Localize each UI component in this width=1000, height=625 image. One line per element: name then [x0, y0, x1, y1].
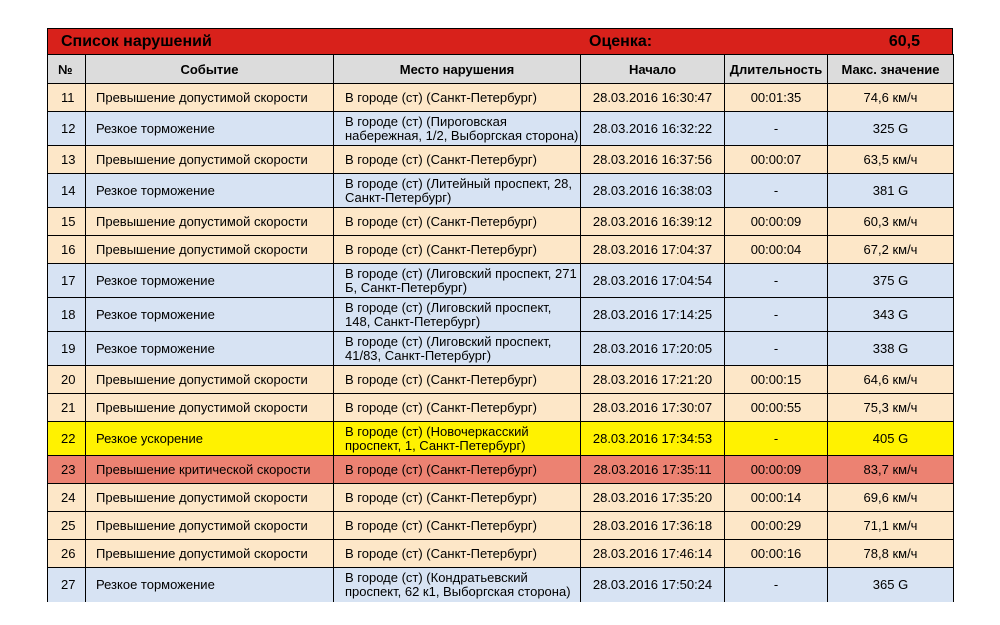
- cell-duration: -: [725, 112, 828, 146]
- violations-report: [47, 28, 953, 602]
- column-header-event[interactable]: Событие: [86, 55, 334, 84]
- cell-duration: 00:00:16: [725, 540, 828, 568]
- cell-max-value: 325 G: [828, 112, 954, 146]
- table-row[interactable]: [48, 112, 954, 146]
- cell-number: 14: [48, 174, 86, 208]
- cell-place: В городе (ст) (Литейный проспект, 28, Санкт-Петербург): [334, 174, 581, 208]
- table-row[interactable]: [48, 84, 954, 112]
- cell-place: В городе (ст) (Санкт-Петербург): [334, 484, 581, 512]
- cell-number: 27: [48, 568, 86, 602]
- table-row[interactable]: [48, 146, 954, 174]
- cell-start: 28.03.2016 16:30:47: [581, 84, 725, 112]
- cell-number: 21: [48, 394, 86, 422]
- cell-event: Превышение допустимой скорости: [86, 540, 334, 568]
- cell-duration: 00:00:15: [725, 366, 828, 394]
- cell-number: 26: [48, 540, 86, 568]
- table-row[interactable]: [48, 540, 954, 568]
- report-title: Список нарушений: [61, 33, 212, 50]
- cell-event: Превышение допустимой скорости: [86, 146, 334, 174]
- cell-event: Резкое торможение: [86, 298, 334, 332]
- cell-event: Резкое торможение: [86, 568, 334, 602]
- score-label: Оценка:: [589, 33, 653, 50]
- cell-duration: 00:00:07: [725, 146, 828, 174]
- cell-max-value: 60,3 км/ч: [828, 208, 954, 236]
- table-row[interactable]: [48, 298, 954, 332]
- cell-place: В городе (ст) (Санкт-Петербург): [334, 366, 581, 394]
- cell-start: 28.03.2016 16:39:12: [581, 208, 725, 236]
- cell-number: 25: [48, 512, 86, 540]
- cell-place: В городе (ст) (Кондратьевский проспект, 62 к1, Выборгская сторона): [334, 568, 581, 602]
- cell-event: Превышение допустимой скорости: [86, 512, 334, 540]
- cell-number: 20: [48, 366, 86, 394]
- cell-event: Превышение допустимой скорости: [86, 84, 334, 112]
- cell-max-value: 74,6 км/ч: [828, 84, 954, 112]
- cell-max-value: 83,7 км/ч: [828, 456, 954, 484]
- cell-number: 11: [48, 84, 86, 112]
- cell-place: В городе (ст) (Санкт-Петербург): [334, 236, 581, 264]
- table-row[interactable]: [48, 174, 954, 208]
- table-row[interactable]: [48, 366, 954, 394]
- cell-max-value: 69,6 км/ч: [828, 484, 954, 512]
- cell-place: В городе (ст) (Лиговский проспект, 271 Б, Санкт-Петербург): [334, 264, 581, 298]
- cell-start: 28.03.2016 17:50:24: [581, 568, 725, 602]
- cell-place: В городе (ст) (Новочеркасский проспект, 1, Санкт-Петербург): [334, 422, 581, 456]
- cell-start: 28.03.2016 17:35:11: [581, 456, 725, 484]
- cell-duration: 00:01:35: [725, 84, 828, 112]
- report-title-bar: [47, 28, 953, 54]
- cell-duration: -: [725, 174, 828, 208]
- cell-duration: -: [725, 568, 828, 602]
- cell-duration: 00:00:14: [725, 484, 828, 512]
- column-header-max-value[interactable]: Макс. значение: [828, 55, 954, 84]
- cell-number: 12: [48, 112, 86, 146]
- cell-duration: 00:00:09: [725, 208, 828, 236]
- cell-place: В городе (ст) (Санкт-Петербург): [334, 512, 581, 540]
- cell-start: 28.03.2016 17:04:54: [581, 264, 725, 298]
- table-row[interactable]: [48, 512, 954, 540]
- cell-event: Резкое ускорение: [86, 422, 334, 456]
- cell-event: Превышение критической скорости: [86, 456, 334, 484]
- score-value: 60,5: [888, 33, 920, 50]
- cell-max-value: 78,8 км/ч: [828, 540, 954, 568]
- cell-event: Превышение допустимой скорости: [86, 236, 334, 264]
- cell-max-value: 67,2 км/ч: [828, 236, 954, 264]
- cell-max-value: 405 G: [828, 422, 954, 456]
- cell-max-value: 381 G: [828, 174, 954, 208]
- cell-start: 28.03.2016 16:32:22: [581, 112, 725, 146]
- cell-duration: -: [725, 264, 828, 298]
- cell-start: 28.03.2016 17:34:53: [581, 422, 725, 456]
- cell-duration: 00:00:04: [725, 236, 828, 264]
- cell-place: В городе (ст) (Санкт-Петербург): [334, 394, 581, 422]
- table-row[interactable]: [48, 456, 954, 484]
- table-body: [48, 84, 954, 602]
- cell-start: 28.03.2016 17:04:37: [581, 236, 725, 264]
- table-row[interactable]: [48, 264, 954, 298]
- cell-max-value: 71,1 км/ч: [828, 512, 954, 540]
- table-row[interactable]: [48, 208, 954, 236]
- cell-duration: -: [725, 332, 828, 366]
- cell-duration: -: [725, 298, 828, 332]
- cell-place: В городе (ст) (Лиговский проспект, 41/83, Санкт-Петербург): [334, 332, 581, 366]
- cell-event: Резкое торможение: [86, 174, 334, 208]
- cell-place: В городе (ст) (Санкт-Петербург): [334, 540, 581, 568]
- cell-place: В городе (ст) (Пироговская набережная, 1/2, Выборгская сторона): [334, 112, 581, 146]
- cell-max-value: 75,3 км/ч: [828, 394, 954, 422]
- cell-number: 13: [48, 146, 86, 174]
- cell-duration: 00:00:09: [725, 456, 828, 484]
- cell-event: Превышение допустимой скорости: [86, 208, 334, 236]
- cell-event: Превышение допустимой скорости: [86, 394, 334, 422]
- cell-event: Резкое торможение: [86, 264, 334, 298]
- cell-event: Резкое торможение: [86, 332, 334, 366]
- cell-start: 28.03.2016 17:36:18: [581, 512, 725, 540]
- column-header-duration[interactable]: Длительность: [725, 55, 828, 84]
- cell-max-value: 375 G: [828, 264, 954, 298]
- cell-start: 28.03.2016 17:30:07: [581, 394, 725, 422]
- cell-number: 24: [48, 484, 86, 512]
- cell-start: 28.03.2016 17:35:20: [581, 484, 725, 512]
- cell-start: 28.03.2016 17:21:20: [581, 366, 725, 394]
- column-header-number[interactable]: №: [48, 55, 86, 84]
- cell-event: Резкое торможение: [86, 112, 334, 146]
- column-header-start[interactable]: Начало: [581, 55, 725, 84]
- cell-max-value: 63,5 км/ч: [828, 146, 954, 174]
- cell-duration: 00:00:29: [725, 512, 828, 540]
- cell-number: 15: [48, 208, 86, 236]
- table-row[interactable]: [48, 422, 954, 456]
- cell-event: Превышение допустимой скорости: [86, 366, 334, 394]
- table-row[interactable]: [48, 484, 954, 512]
- cell-number: 23: [48, 456, 86, 484]
- cell-number: 16: [48, 236, 86, 264]
- cell-start: 28.03.2016 17:20:05: [581, 332, 725, 366]
- cell-number: 18: [48, 298, 86, 332]
- cell-max-value: 365 G: [828, 568, 954, 602]
- cell-place: В городе (ст) (Санкт-Петербург): [334, 208, 581, 236]
- cell-start: 28.03.2016 16:38:03: [581, 174, 725, 208]
- column-header-place[interactable]: Место нарушения: [334, 55, 581, 84]
- cell-place: В городе (ст) (Лиговский проспект, 148, Санкт-Петербург): [334, 298, 581, 332]
- cell-duration: 00:00:55: [725, 394, 828, 422]
- cell-number: 19: [48, 332, 86, 366]
- cell-max-value: 338 G: [828, 332, 954, 366]
- cell-event: Превышение допустимой скорости: [86, 484, 334, 512]
- cell-start: 28.03.2016 17:14:25: [581, 298, 725, 332]
- cell-start: 28.03.2016 17:46:14: [581, 540, 725, 568]
- table-row[interactable]: [48, 332, 954, 366]
- table-header-row: [48, 55, 954, 84]
- table-row[interactable]: [48, 568, 954, 602]
- cell-max-value: 64,6 км/ч: [828, 366, 954, 394]
- table-row[interactable]: [48, 394, 954, 422]
- table-row[interactable]: [48, 236, 954, 264]
- cell-number: 17: [48, 264, 86, 298]
- cell-place: В городе (ст) (Санкт-Петербург): [334, 84, 581, 112]
- cell-max-value: 343 G: [828, 298, 954, 332]
- cell-number: 22: [48, 422, 86, 456]
- cell-start: 28.03.2016 16:37:56: [581, 146, 725, 174]
- cell-place: В городе (ст) (Санкт-Петербург): [334, 456, 581, 484]
- cell-place: В городе (ст) (Санкт-Петербург): [334, 146, 581, 174]
- violations-table: [47, 54, 954, 602]
- cell-duration: -: [725, 422, 828, 456]
